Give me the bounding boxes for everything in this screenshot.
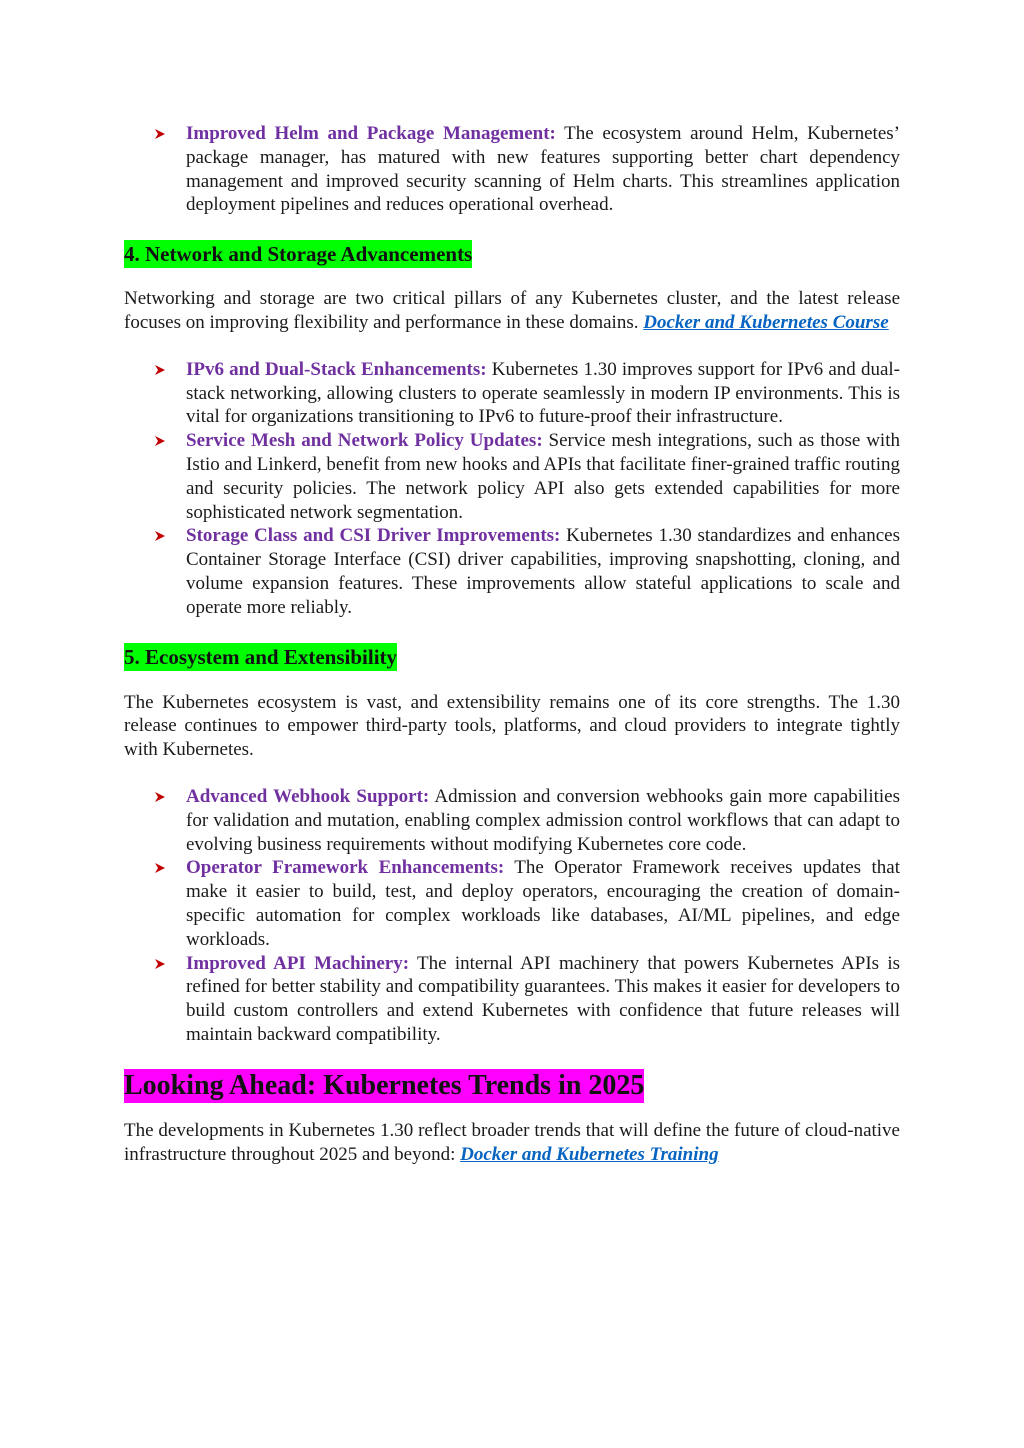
- docker-kubernetes-training-link[interactable]: Docker and Kubernetes Training: [460, 1143, 719, 1165]
- bullet-text: Service mesh integrations, such as those with Istio and Linkerd, benefit from new hooks and APIs that facilitate finer-grained traffic routing and security policies. The network policy API also gets extended capabilities for more sophisticated network segmentation.: [186, 430, 900, 523]
- docker-kubernetes-course-link[interactable]: Docker and Kubernetes Course: [643, 311, 889, 333]
- helm-bullet-list: [124, 122, 900, 217]
- section-5-heading: 5. Ecosystem and Extensibility: [124, 644, 398, 669]
- bullet-text: Admission and conversion webhooks gain more capabilities for validation and mutation, enabling complex admission control workflows that can adapt to evolving business requirements without modifying Kubernetes core code.: [186, 785, 900, 855]
- arrowhead-bullet-icon: [154, 128, 166, 140]
- bullet-term: Advanced Webhook Support:: [186, 785, 430, 807]
- section-4-bullet-list: [124, 358, 900, 620]
- bullet-item-service-mesh: [124, 429, 900, 524]
- bullet-text: The internal API machinery that powers Kubernetes APIs is refined for better stability and compatibility guarantees. This makes it easier for developers to build custom controllers and extend Kubernetes with confidence that future releases will maintain backward compatibility.: [186, 952, 901, 1045]
- bullet-term: Improved Helm and Package Management:: [186, 123, 556, 144]
- section-4-heading-wrap: [124, 240, 900, 268]
- arrowhead-bullet-icon: [154, 958, 166, 970]
- section-5-heading-wrap: [124, 643, 900, 671]
- bullet-term: Service Mesh and Network Policy Updates:: [186, 430, 543, 452]
- arrowhead-bullet-icon: [154, 364, 166, 376]
- bullet-item-api-machinery: [124, 952, 900, 1047]
- looking-ahead-intro-text: The developments in Kubernetes 1.30 reflect broader trends that will define the future of cloud-native infrastructure throughout 2025 and beyond:: [124, 1119, 900, 1165]
- bullet-item-webhook: [124, 785, 900, 856]
- arrowhead-bullet-icon: [154, 435, 166, 447]
- bullet-item-storage-csi: [124, 524, 900, 619]
- bullet-item-ipv6: [124, 358, 900, 429]
- looking-ahead-heading-wrap: [124, 1069, 900, 1103]
- bullet-term: Storage Class and CSI Driver Improvements:: [186, 525, 561, 547]
- arrowhead-bullet-icon: [154, 530, 166, 542]
- arrowhead-bullet-icon: [154, 862, 166, 874]
- bullet-term: Operator Framework Enhancements:: [186, 857, 505, 879]
- bullet-term: Improved API Machinery:: [186, 952, 410, 974]
- bullet-text: Kubernetes 1.30 standardizes and enhances Container Storage Interface (CSI) driver capabilities, improving snapshotting, cloning, and volume expansion features. These improvements allow stateful applications to scale and operate more reliably.: [186, 525, 900, 618]
- looking-ahead-heading: Looking Ahead: Kubernetes Trends in 2025: [124, 1069, 645, 1101]
- section-4-heading: 4. Network and Storage Advancements: [124, 242, 473, 267]
- arrowhead-bullet-icon: [154, 791, 166, 803]
- looking-ahead-intro: [124, 1119, 900, 1167]
- section-4-intro-text: Networking and storage are two critical pillars of any Kubernetes cluster, and the latest release focuses on improving flexibility and performance in these domains.: [124, 288, 900, 333]
- bullet-text: The ecosystem around Helm, Kubernetes’ package manager, has matured with new features supporting better chart dependency management and improved security scanning of Helm charts. This streamlines application deployment pipelines and reduces operational overhead.: [186, 123, 900, 216]
- section-4-intro: [124, 287, 900, 335]
- section-5-intro: The Kubernetes ecosystem is vast, and extensibility remains one of its core strengths. The 1.30 release continues to empower third-party tools, platforms, and cloud providers to integrate tightly with Kubernetes.: [124, 691, 900, 761]
- document-page: [124, 122, 900, 1166]
- bullet-text: The Operator Framework receives updates that make it easier to build, test, and deploy operators, encouraging the creation of domain-specific automation for complex workloads like databases, AI/ML pipelines, and edge workloads.: [186, 857, 900, 950]
- bullet-item-helm: [124, 122, 900, 217]
- section-5-bullet-list: [124, 785, 900, 1047]
- bullet-item-operator: [124, 856, 900, 951]
- bullet-text: Kubernetes 1.30 improves support for IPv6 and dual-stack networking, allowing clusters to operate seamlessly in modern IP environments. This is vital for organizations transitioning to IPv6 to future-proof their infrastructure.: [186, 358, 900, 428]
- bullet-term: IPv6 and Dual-Stack Enhancements:: [186, 358, 487, 380]
